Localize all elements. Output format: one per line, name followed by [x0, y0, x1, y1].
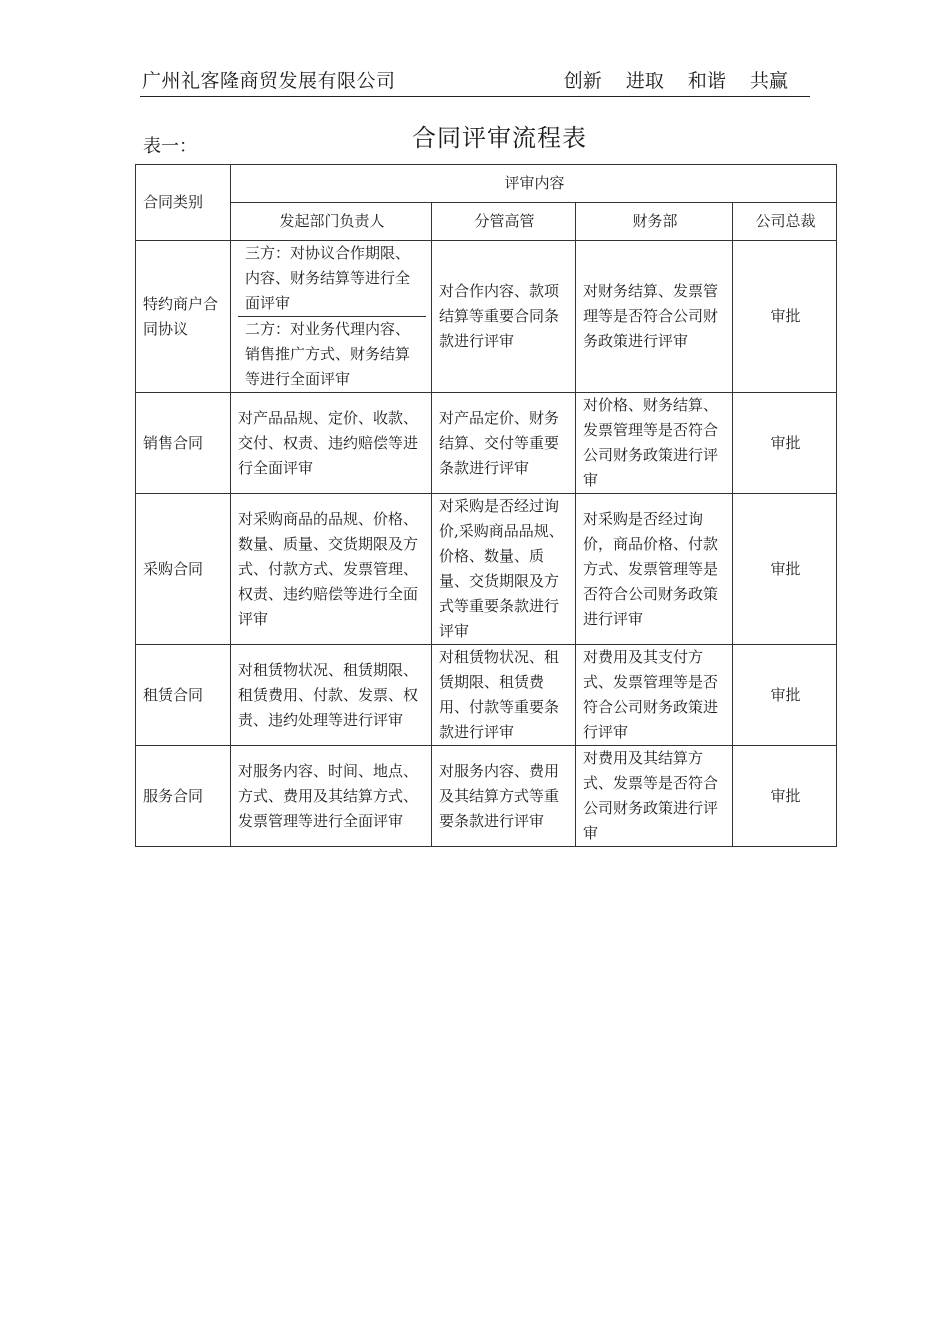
table-label: 表一： — [143, 136, 197, 157]
table-row — [136, 645, 837, 746]
president-cell: 审批 — [733, 645, 837, 746]
executive-cell: 对合作内容、款项结算等重要合同条款进行评审 — [432, 241, 576, 393]
finance-cell: 对采购是否经过询价，商品价格、付款方式、发票管理等是否符合公司财务政策进行评审 — [576, 494, 733, 645]
finance-cell: 对价格、财务结算、发票管理等是否符合公司财务政策进行评审 — [576, 393, 733, 494]
document-title: 合同评审流程表 — [412, 124, 587, 152]
initiator-three-party: 三方：对协议合作期限、内容、财务结算等进行全面评审 — [245, 244, 411, 312]
slogan-word: 进取 — [625, 70, 664, 92]
slogan-word: 和谐 — [687, 70, 726, 92]
table-row — [136, 393, 837, 494]
finance-cell: 对财务结算、发票管理等是否符合公司财务政策进行评审 — [576, 241, 733, 393]
contract-type-cell: 服务合同 — [136, 746, 231, 847]
finance-cell: 对费用及其结算方式、发票等是否符合公司财务政策进行评审 — [576, 746, 733, 847]
table-row — [136, 241, 837, 393]
president-cell: 审批 — [733, 746, 837, 847]
header-finance: 财务部 — [576, 203, 733, 241]
initiator-two-party: 二方：对业务代理内容、销售推广方式、财务结算等进行全面评审 — [238, 316, 426, 392]
slogan-word: 共赢 — [749, 70, 788, 92]
table-row — [136, 746, 837, 847]
header-executive: 分管高管 — [432, 203, 576, 241]
executive-cell: 对产品定价、财务结算、交付等重要条款进行评审 — [432, 393, 576, 494]
contract-type-cell: 租赁合同 — [136, 645, 231, 746]
executive-cell: 对服务内容、费用及其结算方式等重要条款进行评审 — [432, 746, 576, 847]
president-cell: 审批 — [733, 494, 837, 645]
executive-cell: 对采购是否经过询价,采购商品品规、价格、数量、质量、交货期限及方式等重要条款进行评审 — [432, 494, 576, 645]
initiator-cell: 对租赁物状况、租赁期限、租赁费用、付款、发票、权责、违约处理等进行评审 — [231, 645, 432, 746]
initiator-cell: 对产品品规、定价、收款、交付、权责、违约赔偿等进行全面评审 — [231, 393, 432, 494]
contract-review-table — [135, 164, 837, 847]
initiator-cell: 对采购商品的品规、价格、数量、质量、交货期限及方式、付款方式、发票管理、权责、违约赔偿等进行全面评审 — [231, 494, 432, 645]
contract-type-cell: 销售合同 — [136, 393, 231, 494]
executive-cell: 对租赁物状况、租赁期限、租赁费用、付款等重要条款进行评审 — [432, 645, 576, 746]
contract-type-cell: 特约商户合同协议 — [136, 241, 231, 393]
slogan-word: 创新 — [563, 70, 602, 92]
initiator-cell: 对服务内容、时间、地点、方式、费用及其结算方式、发票管理等进行全面评审 — [231, 746, 432, 847]
header-initiator: 发起部门负责人 — [231, 203, 432, 241]
contract-type-cell: 采购合同 — [136, 494, 231, 645]
table-row — [136, 494, 837, 645]
initiator-cell — [231, 241, 432, 393]
header-contract-type: 合同类别 — [136, 165, 231, 241]
finance-cell: 对费用及其支付方式、发票管理等是否符合公司财务政策进行评审 — [576, 645, 733, 746]
header-president: 公司总裁 — [733, 203, 837, 241]
company-name: 广州礼客隆商贸发展有限公司 — [142, 70, 396, 92]
president-cell: 审批 — [733, 393, 837, 494]
page-header — [140, 64, 810, 97]
company-slogan — [546, 66, 788, 93]
president-cell: 审批 — [733, 241, 837, 393]
header-review-content: 评审内容 — [231, 165, 837, 203]
